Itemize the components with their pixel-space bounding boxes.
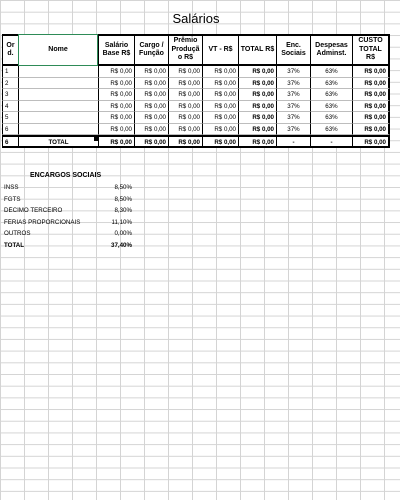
cell-salario[interactable]: R$ 0,00 bbox=[98, 112, 134, 124]
cell-enc[interactable]: 37% bbox=[276, 66, 310, 78]
cell-nome[interactable] bbox=[18, 124, 98, 136]
encargo-label-ferias-proporcionais[interactable]: FÉRIAS PROPORCIONAIS bbox=[4, 219, 81, 226]
encargo-value-inss[interactable]: 8,50% bbox=[114, 184, 132, 191]
cell-custo[interactable]: R$ 0,00 bbox=[352, 135, 390, 148]
cell-nome[interactable] bbox=[18, 66, 98, 78]
cell-total[interactable]: R$ 0,00 bbox=[238, 89, 276, 101]
encargos-total-value[interactable]: 37,40% bbox=[111, 242, 132, 249]
encargo-value-fgts[interactable]: 8,50% bbox=[114, 196, 132, 203]
cell-cargo[interactable]: R$ 0,00 bbox=[134, 66, 168, 78]
cell-salario[interactable]: R$ 0,00 bbox=[98, 135, 134, 148]
cell-desp[interactable]: 63% bbox=[310, 101, 352, 113]
cell-salario[interactable]: R$ 0,00 bbox=[98, 78, 134, 90]
cell-desp[interactable]: - bbox=[310, 135, 352, 148]
cell-ord[interactable]: 6 bbox=[2, 135, 18, 148]
header-despesas-adminst[interactable]: Despesas Adminst. bbox=[310, 34, 352, 66]
header-custo-total[interactable]: CUSTO TOTAL R$ bbox=[352, 34, 390, 66]
cell-nome[interactable] bbox=[18, 112, 98, 124]
cell-ord[interactable]: 2 bbox=[2, 78, 18, 90]
cell-enc[interactable]: 37% bbox=[276, 78, 310, 90]
cell-enc[interactable]: 37% bbox=[276, 112, 310, 124]
cell-custo[interactable]: R$ 0,00 bbox=[352, 112, 390, 124]
cell-cargo[interactable]: R$ 0,00 bbox=[134, 112, 168, 124]
cell-total[interactable]: R$ 0,00 bbox=[238, 78, 276, 90]
cell-vt[interactable]: R$ 0,00 bbox=[202, 89, 238, 101]
table-row bbox=[2, 66, 390, 78]
header-vt[interactable]: VT - R$ bbox=[202, 34, 238, 66]
cell-vt[interactable]: R$ 0,00 bbox=[202, 78, 238, 90]
cell-custo[interactable]: R$ 0,00 bbox=[352, 89, 390, 101]
cell-enc[interactable]: - bbox=[276, 135, 310, 148]
cell-desp[interactable]: 63% bbox=[310, 78, 352, 90]
header-premio-producao[interactable]: Prêmio Produçã o R$ bbox=[168, 34, 202, 66]
header-nome[interactable]: Nome bbox=[18, 34, 98, 66]
encargo-value-ferias-proporcionais[interactable]: 11,10% bbox=[111, 219, 132, 226]
cell-desp[interactable]: 63% bbox=[310, 89, 352, 101]
cell-cargo[interactable]: R$ 0,00 bbox=[134, 101, 168, 113]
cell-desp[interactable]: 63% bbox=[310, 66, 352, 78]
cell-ord[interactable]: 5 bbox=[2, 112, 18, 124]
cell-enc[interactable]: 37% bbox=[276, 89, 310, 101]
cell-cargo[interactable]: R$ 0,00 bbox=[134, 89, 168, 101]
cell-premio[interactable]: R$ 0,00 bbox=[168, 78, 202, 90]
cell-custo[interactable]: R$ 0,00 bbox=[352, 78, 390, 90]
cell-premio[interactable]: R$ 0,00 bbox=[168, 101, 202, 113]
table-row bbox=[2, 112, 390, 124]
table-row bbox=[2, 101, 390, 113]
cell-nome[interactable] bbox=[18, 101, 98, 113]
cell-total-label[interactable]: TOTAL bbox=[18, 135, 98, 148]
cell-premio[interactable]: R$ 0,00 bbox=[168, 124, 202, 136]
cell-vt[interactable]: R$ 0,00 bbox=[202, 112, 238, 124]
cell-vt[interactable]: R$ 0,00 bbox=[202, 66, 238, 78]
cell-nome[interactable] bbox=[18, 78, 98, 90]
fill-handle[interactable] bbox=[94, 137, 98, 141]
encargo-label-outros[interactable]: OUTROS bbox=[4, 230, 31, 237]
cell-total[interactable]: R$ 0,00 bbox=[238, 124, 276, 136]
cell-premio[interactable]: R$ 0,00 bbox=[168, 66, 202, 78]
encargo-label-fgts[interactable]: FGTS bbox=[4, 196, 21, 203]
cell-total[interactable]: R$ 0,00 bbox=[238, 112, 276, 124]
cell-custo[interactable]: R$ 0,00 bbox=[352, 124, 390, 136]
cell-custo[interactable]: R$ 0,00 bbox=[352, 101, 390, 113]
cell-enc[interactable]: 37% bbox=[276, 101, 310, 113]
cell-premio[interactable]: R$ 0,00 bbox=[168, 135, 202, 148]
header-cargo-funcao[interactable]: Cargo / Função bbox=[134, 34, 168, 66]
encargo-label-inss[interactable]: INSS bbox=[4, 184, 19, 191]
encargos-total-label[interactable]: TOTAL bbox=[4, 242, 25, 249]
cell-salario[interactable]: R$ 0,00 bbox=[98, 101, 134, 113]
encargo-value-decimo-terceiro[interactable]: 8,30% bbox=[114, 207, 132, 214]
cell-desp[interactable]: 63% bbox=[310, 124, 352, 136]
cell-salario[interactable]: R$ 0,00 bbox=[98, 124, 134, 136]
cell-nome[interactable] bbox=[18, 89, 98, 101]
cell-ord[interactable]: 6 bbox=[2, 124, 18, 136]
cell-total[interactable]: R$ 0,00 bbox=[238, 135, 276, 148]
table-row bbox=[2, 124, 390, 136]
encargo-value-outros[interactable]: 0,00% bbox=[114, 230, 132, 237]
cell-total[interactable]: R$ 0,00 bbox=[238, 66, 276, 78]
table-row bbox=[2, 89, 390, 101]
cell-ord[interactable]: 1 bbox=[2, 66, 18, 78]
cell-vt[interactable]: R$ 0,00 bbox=[202, 101, 238, 113]
cell-salario[interactable]: R$ 0,00 bbox=[98, 89, 134, 101]
cell-custo[interactable]: R$ 0,00 bbox=[352, 66, 390, 78]
header-total[interactable]: TOTAL R$ bbox=[238, 34, 276, 66]
cell-desp[interactable]: 63% bbox=[310, 112, 352, 124]
cell-cargo[interactable]: R$ 0,00 bbox=[134, 78, 168, 90]
header-salario-base[interactable]: Salário Base R$ bbox=[98, 34, 134, 66]
sheet-title[interactable]: Salários bbox=[172, 11, 220, 26]
encargo-label-decimo-terceiro[interactable]: DÉCIMO TERCEIRO bbox=[4, 207, 63, 214]
cell-salario[interactable]: R$ 0,00 bbox=[98, 66, 134, 78]
cell-vt[interactable]: R$ 0,00 bbox=[202, 135, 238, 148]
cell-cargo[interactable]: R$ 0,00 bbox=[134, 124, 168, 136]
cell-premio[interactable]: R$ 0,00 bbox=[168, 112, 202, 124]
cell-vt[interactable]: R$ 0,00 bbox=[202, 124, 238, 136]
table-row bbox=[2, 78, 390, 90]
encargos-title[interactable]: ENCARGOS SOCIAIS bbox=[30, 172, 102, 179]
cell-enc[interactable]: 37% bbox=[276, 124, 310, 136]
table-total-row bbox=[2, 135, 390, 147]
cell-cargo[interactable]: R$ 0,00 bbox=[134, 135, 168, 148]
header-ord[interactable]: Or d. bbox=[2, 34, 18, 66]
cell-ord[interactable]: 3 bbox=[2, 89, 18, 101]
cell-ord[interactable]: 4 bbox=[2, 101, 18, 113]
cell-total[interactable]: R$ 0,00 bbox=[238, 101, 276, 113]
cell-premio[interactable]: R$ 0,00 bbox=[168, 89, 202, 101]
header-enc-sociais[interactable]: Enc. Sociais bbox=[276, 34, 310, 66]
